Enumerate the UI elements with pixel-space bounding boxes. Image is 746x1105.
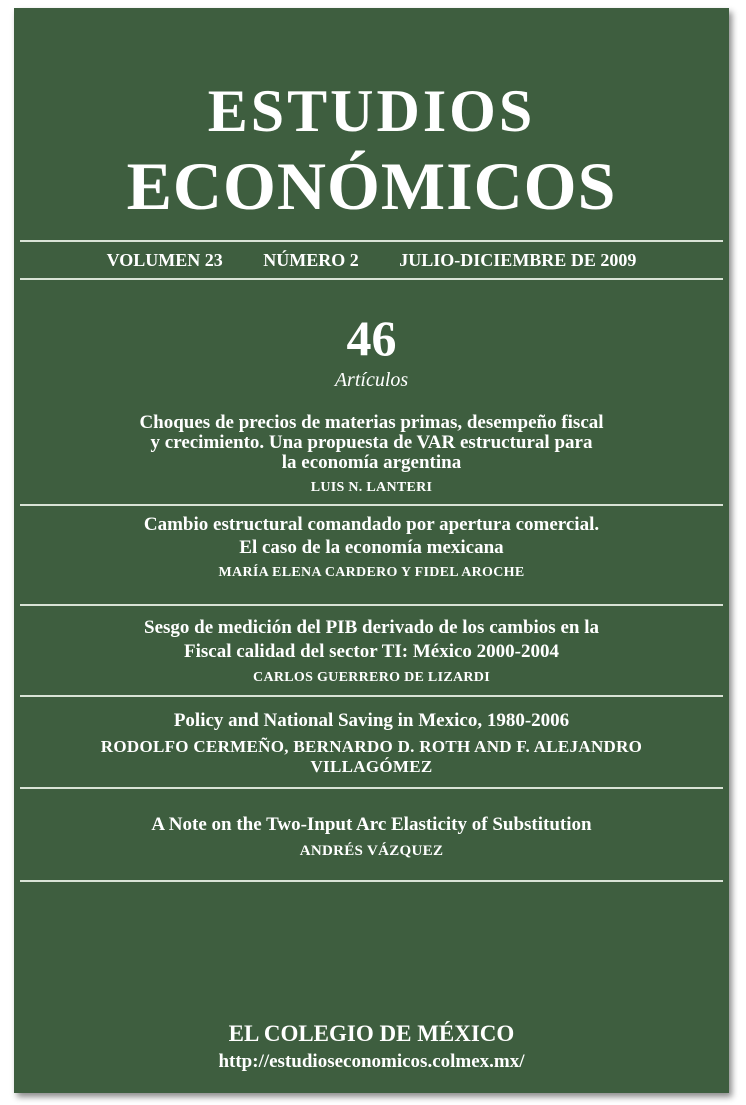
article-5 (14, 815, 729, 861)
article-divider (20, 695, 723, 697)
article-title-line: Policy and National Saving in Mexico, 1980-2006 (173, 710, 570, 731)
issue-info (14, 248, 729, 272)
issue-divider (20, 278, 723, 280)
article-title-line: Cambio estructural comandado por apertura comercial. (143, 514, 600, 535)
article-title-line: la economía argentina (281, 452, 462, 473)
article-3 (14, 618, 729, 688)
article-author: RODOLFO CERMEÑO, BERNARDO D. ROTH AND F. ALEJANDRO (100, 737, 643, 756)
article-title-line: Choques de precios de materias primas, desempeño fiscal (139, 412, 604, 433)
article-divider (20, 504, 723, 506)
publisher-url: http://estudioseconomicos.colmex.mx/ (218, 1051, 525, 1072)
article-title-line: y crecimiento. Una propuesta de VAR estructural para (150, 432, 593, 453)
article-divider (20, 604, 723, 606)
article-author: VILLAGÓMEZ (310, 757, 433, 776)
article-4 (14, 711, 729, 777)
publisher-name: EL COLEGIO DE MÉXICO (228, 1021, 515, 1046)
article-title-line: Sesgo de medición del PIB derivado de los cambios en la (144, 617, 599, 638)
article-1 (14, 413, 729, 498)
issue-period: JULIO-DICIEMBRE DE 2009 (399, 250, 637, 270)
issue-volume: VOLUMEN 23 (106, 250, 223, 270)
article-divider (20, 787, 723, 789)
article-2 (14, 515, 729, 583)
article-title-line: A Note on the Two-Input Arc Elasticity of Substitution (151, 814, 592, 835)
article-title-line: Fiscal calidad del sector TI: México 2000-2004 (183, 641, 560, 662)
article-title-line: El caso de la economía mexicana (239, 537, 504, 558)
article-author: LUIS N. LANTERI (310, 480, 433, 495)
issue-number: 46 (346, 310, 397, 366)
article-author: CARLOS GUERRERO DE LIZARDI (253, 670, 490, 685)
section-label: Artículos (334, 369, 409, 391)
article-author: MARÍA ELENA CARDERO Y FIDEL AROCHE (218, 565, 525, 580)
article-author: ANDRÉS VÁZQUEZ (299, 843, 444, 859)
journal-title-line1: ESTUDIOS (207, 78, 536, 144)
top-divider (20, 240, 723, 242)
journal-title-line2: ECONÓMICOS (126, 148, 617, 224)
journal-cover (14, 8, 729, 1093)
issue-number-label: NÚMERO 2 (263, 250, 359, 270)
bottom-divider (20, 880, 723, 882)
